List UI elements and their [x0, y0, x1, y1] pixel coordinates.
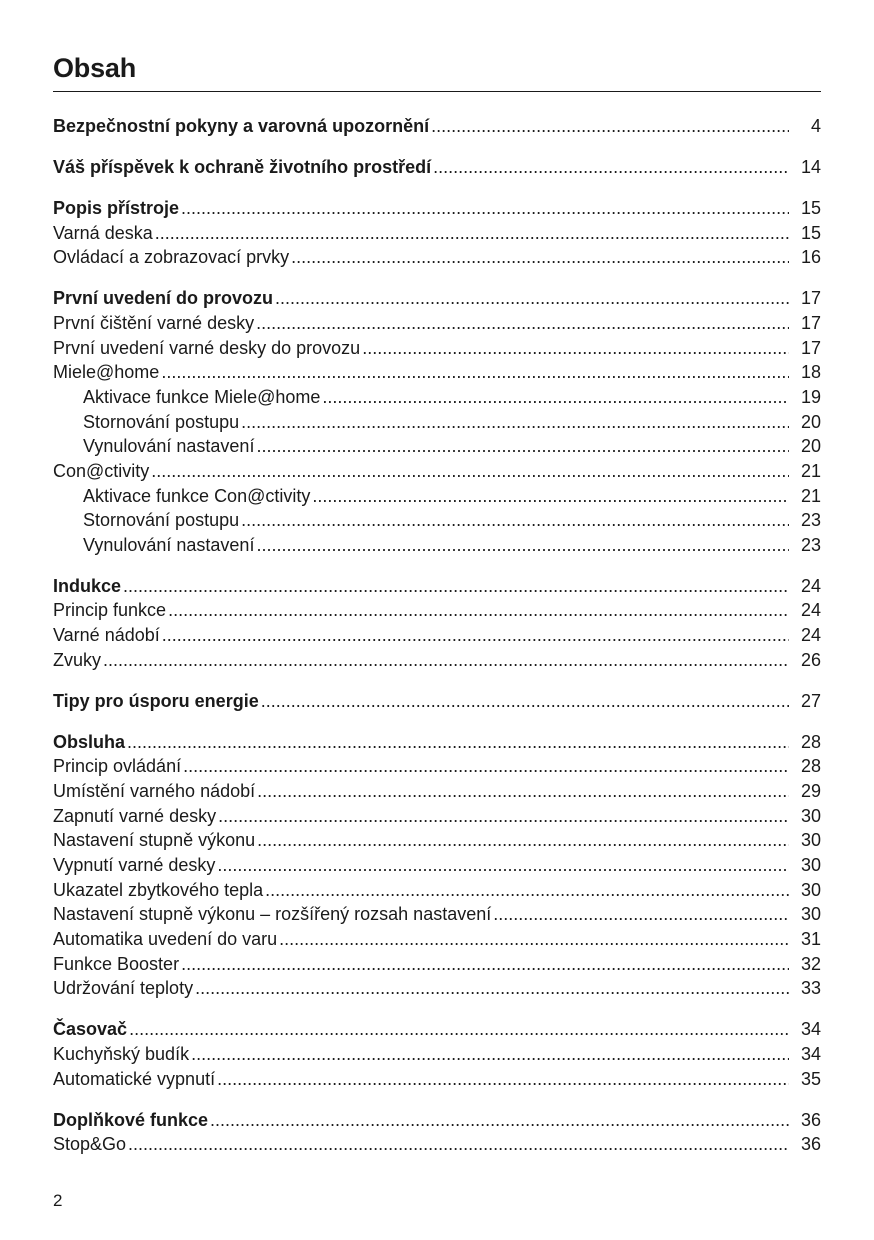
footer-page-number: 2: [53, 1191, 63, 1210]
toc-entry[interactable]: [53, 689, 821, 714]
toc-entry[interactable]: [53, 155, 821, 180]
toc-entry-title: Miele@home: [53, 362, 160, 383]
toc-entry[interactable]: [53, 754, 821, 779]
toc-entry-title: Nastavení stupně výkonu – rozšířený rozsah nastavení: [53, 904, 492, 925]
toc-entry[interactable]: [53, 779, 821, 804]
toc-entry[interactable]: [53, 1108, 821, 1133]
toc-entry[interactable]: [53, 1132, 821, 1157]
toc-entry[interactable]: [53, 598, 821, 623]
toc-entry-page: 23: [800, 534, 821, 555]
toc-entry-title: První uvedení varné desky do provozu: [53, 337, 361, 358]
toc-entry[interactable]: [53, 484, 821, 509]
toc-entry[interactable]: [53, 574, 821, 599]
toc-entry-page: 34: [800, 1043, 821, 1064]
toc-dot-leader: [210, 1108, 789, 1132]
toc-dot-leader: [128, 1132, 789, 1156]
toc-dot-leader: [183, 754, 789, 778]
toc-entry-title: Stornování postupu: [83, 411, 240, 432]
toc-entry[interactable]: [53, 196, 821, 221]
toc-entry-title: Stop&Go: [53, 1134, 127, 1155]
toc-entry[interactable]: [53, 221, 821, 246]
toc-entry-page: 30: [800, 855, 821, 875]
toc-entry[interactable]: [53, 853, 821, 878]
toc-entry[interactable]: [53, 1042, 821, 1067]
toc-entry[interactable]: [53, 360, 821, 385]
toc-entry[interactable]: [53, 828, 821, 853]
toc-entry[interactable]: [53, 385, 821, 410]
toc-entry-title: První uvedení do provozu: [53, 288, 274, 309]
toc-entry-title: Popis přístroje: [53, 198, 180, 219]
toc-entry-title: Vypnutí varné desky: [53, 855, 216, 875]
toc-entry[interactable]: [53, 434, 821, 459]
toc-entry-page: 30: [800, 830, 821, 851]
toc-entry-title: Bezpečnostní pokyny a varovná upozornění: [53, 116, 430, 136]
toc-dot-leader: [162, 623, 789, 647]
toc-entry-title: Aktivace funkce Miele@home: [83, 386, 321, 407]
toc-entry-page: 19: [800, 386, 821, 407]
toc-entry-page: 34: [800, 1019, 821, 1040]
toc-dot-leader: [279, 927, 789, 951]
toc-entry-title: Ovládací a zobrazovací prvky: [53, 247, 290, 268]
table-of-contents: [53, 114, 821, 1157]
toc-entry-page: 36: [800, 1134, 821, 1155]
toc-dot-leader: [256, 533, 789, 557]
toc-entry[interactable]: [53, 114, 821, 139]
toc-dot-leader: [191, 1042, 789, 1066]
toc-dot-leader: [103, 648, 789, 672]
toc-dot-leader: [431, 114, 789, 138]
toc-entry-page: 15: [800, 198, 821, 219]
toc-entry-page: 4: [810, 116, 821, 136]
toc-dot-leader: [257, 828, 789, 852]
toc-entry-title: Princip ovládání: [53, 756, 182, 777]
toc-entry[interactable]: [53, 804, 821, 829]
toc-entry-page: 24: [800, 575, 821, 596]
toc-entry-title: Vynulování nastavení: [83, 534, 255, 555]
toc-entry-title: Stornování postupu: [83, 510, 240, 531]
toc-entry-title: Automatika uvedení do varu: [53, 928, 278, 949]
toc-entry-page: 27: [800, 690, 821, 711]
toc-dot-leader: [195, 976, 789, 1000]
toc-entry-title: První čištění varné desky: [53, 313, 255, 334]
toc-entry[interactable]: [53, 245, 821, 270]
toc-entry-page: 21: [800, 485, 821, 506]
toc-entry-page: 33: [800, 978, 821, 999]
toc-entry[interactable]: [53, 1017, 821, 1042]
toc-dot-leader: [433, 155, 789, 179]
toc-entry-page: 35: [800, 1068, 821, 1089]
toc-entry-title: Zapnutí varné desky: [53, 805, 217, 826]
toc-entry[interactable]: [53, 286, 821, 311]
toc-entry-page: 21: [800, 460, 821, 481]
toc-dot-leader: [256, 311, 789, 335]
toc-entry-page: 17: [800, 288, 821, 309]
toc-entry-title: Obsluha: [53, 731, 126, 752]
toc-entry[interactable]: [53, 623, 821, 648]
toc-entry-title: Kuchyňský budík: [53, 1043, 190, 1064]
toc-entry-title: Umístění varného nádobí: [53, 781, 256, 802]
toc-entry[interactable]: [53, 730, 821, 755]
toc-dot-leader: [129, 1017, 789, 1041]
toc-entry-page: 30: [800, 805, 821, 826]
toc-dot-leader: [168, 598, 789, 622]
toc-entry[interactable]: [53, 902, 821, 927]
toc-entry-page: 36: [800, 1109, 821, 1130]
toc-entry-title: Indukce: [53, 575, 122, 596]
toc-entry-title: Varné nádobí: [53, 625, 160, 646]
toc-entry-page: 31: [800, 928, 821, 949]
toc-dot-leader: [217, 1067, 789, 1091]
toc-entry-page: 28: [800, 756, 821, 777]
toc-dot-leader: [257, 779, 789, 803]
toc-entry-title: Varná deska: [53, 222, 153, 243]
toc-entry-title: Udržování teploty: [53, 978, 194, 999]
toc-dot-leader: [362, 336, 789, 360]
toc-dot-leader: [275, 286, 789, 310]
toc-dot-leader: [181, 952, 789, 976]
toc-entry[interactable]: [53, 927, 821, 952]
toc-entry[interactable]: [53, 459, 821, 484]
toc-entry[interactable]: [53, 952, 821, 977]
toc-entry-title: Funkce Booster: [53, 953, 180, 974]
toc-entry[interactable]: [53, 878, 821, 903]
toc-entry[interactable]: [53, 976, 821, 1001]
toc-entry-title: Časovač: [53, 1019, 128, 1040]
toc-entry-title: Princip funkce: [53, 600, 167, 621]
toc-entry-page: 17: [800, 337, 821, 358]
toc-entry[interactable]: [53, 533, 821, 558]
toc-dot-leader: [265, 878, 789, 902]
toc-entry[interactable]: [53, 311, 821, 336]
toc-dot-leader: [493, 902, 789, 926]
toc-entry-title: Vynulování nastavení: [83, 436, 255, 457]
toc-dot-leader: [241, 508, 789, 532]
toc-entry[interactable]: [53, 410, 821, 435]
toc-entry-title: Zvuky: [53, 649, 102, 670]
toc-entry-page: 17: [800, 313, 821, 334]
toc-entry-page: 28: [800, 731, 821, 752]
toc-entry-title: Doplňkové funkce: [53, 1109, 209, 1130]
toc-dot-leader: [312, 484, 789, 508]
toc-entry-page: 20: [800, 436, 821, 457]
toc-dot-leader: [256, 434, 789, 458]
toc-dot-leader: [322, 385, 789, 409]
toc-dot-leader: [291, 245, 789, 269]
toc-entry-page: 14: [800, 157, 821, 178]
toc-entry-page: 23: [800, 510, 821, 531]
toc-entry-title: Váš příspěvek k ochraně životního prostředí: [53, 157, 432, 178]
toc-dot-leader: [218, 804, 789, 828]
toc-entry-page: 15: [800, 222, 821, 243]
title-rule: [53, 91, 821, 92]
toc-dot-leader: [161, 360, 789, 384]
toc-entry-page: 18: [800, 362, 821, 383]
toc-entry-title: Ukazatel zbytkového tepla: [53, 879, 264, 900]
toc-entry-title: Automatické vypnutí: [53, 1068, 216, 1089]
toc-entry-page: 24: [800, 625, 821, 646]
toc-dot-leader: [151, 459, 789, 483]
toc-entry-title: Nastavení stupně výkonu: [53, 830, 256, 851]
toc-entry-page: 30: [800, 904, 821, 925]
toc-entry-page: 30: [800, 879, 821, 900]
toc-entry-title: Con@ctivity: [53, 460, 150, 481]
toc-dot-leader: [123, 574, 789, 598]
toc-entry[interactable]: [53, 508, 821, 533]
toc-dot-leader: [155, 221, 789, 245]
toc-entry-title: Tipy pro úsporu energie: [53, 690, 259, 711]
toc-entry[interactable]: [53, 648, 821, 673]
toc-entry-title: Aktivace funkce Con@ctivity: [83, 485, 311, 506]
toc-entry-page: 20: [800, 411, 821, 432]
toc-dot-leader: [127, 730, 789, 754]
toc-entry[interactable]: [53, 336, 821, 361]
page-title: Obsah: [53, 53, 137, 83]
toc-entry-page: 32: [800, 953, 821, 974]
toc-entry-page: 26: [800, 649, 821, 670]
toc-dot-leader: [261, 689, 789, 713]
toc-entry[interactable]: [53, 1067, 821, 1092]
toc-entry-page: 16: [800, 247, 821, 268]
toc-dot-leader: [241, 410, 789, 434]
toc-entry-page: 24: [800, 600, 821, 621]
toc-dot-leader: [217, 853, 789, 877]
toc-entry-page: 29: [800, 781, 821, 802]
toc-dot-leader: [181, 196, 789, 220]
